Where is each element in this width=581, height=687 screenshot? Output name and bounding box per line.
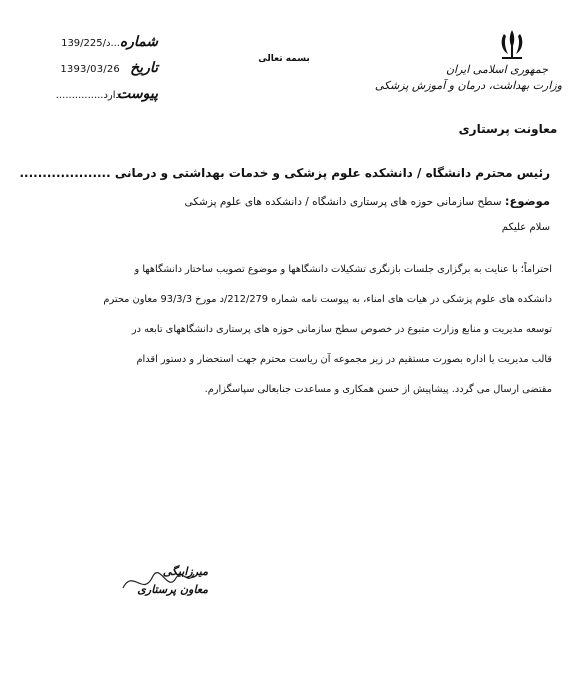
letter-addressee: رئیس محترم دانشگاه / دانشکده علوم پزشکی و خدمات بهداشتی و درمانی .................... bbox=[19, 166, 550, 180]
signatory-title: معاون پرستاری bbox=[137, 583, 208, 596]
signatory-name: میرزابیگی bbox=[162, 565, 208, 578]
ministry-line-2: وزارت بهداشت، درمان و آموزش پزشکی bbox=[374, 79, 562, 92]
iran-emblem-logo bbox=[492, 28, 532, 62]
number-label: شماره bbox=[119, 34, 158, 50]
date-label: تاریخ bbox=[130, 60, 158, 76]
signature-block bbox=[98, 565, 208, 601]
subject-label: موضوع: bbox=[504, 194, 550, 208]
date-value: 1393/03/26 bbox=[60, 64, 120, 75]
letter-number-row bbox=[28, 34, 158, 60]
ministry-name bbox=[374, 62, 562, 94]
letter-meta bbox=[28, 34, 158, 112]
letter-date-row bbox=[28, 60, 158, 86]
body-line: مقتضی ارسال می گردد. پیشاپیش از حسن همکاری و مساعدت جنابعالی سپاسگزارم. bbox=[204, 384, 552, 395]
attachment-label: پیوست bbox=[117, 86, 158, 102]
letter-subject bbox=[140, 194, 550, 208]
attachment-value: دارد............... bbox=[55, 90, 120, 101]
body-line: قالب مدیریت یا اداره بصورت مستقیم در زیر مجموعه آن ریاست محترم جهت استحضار و دستور اقدام bbox=[136, 354, 552, 365]
letter-greeting: سلام علیکم bbox=[501, 222, 550, 233]
ministry-line-1: جمهوری اسلامی ایران bbox=[445, 63, 549, 76]
letter-attachment-row bbox=[28, 86, 158, 112]
body-line: دانشکده های علوم پزشکی در هیات های امناء، به پیوست نامه شماره 212/279/د مورخ 93/3/3 معاون محترم bbox=[103, 294, 552, 305]
letter-body bbox=[38, 262, 552, 412]
bismillah-heading: بسمه تعالی bbox=[258, 54, 310, 64]
number-value: 139/225/د... bbox=[61, 38, 120, 49]
subject-text: سطح سازمانی حوزه های پرستاری دانشگاه / دانشکده های علوم پزشکی bbox=[184, 196, 502, 208]
body-line: احتراماً؛ با عنایت به برگزاری جلسات بازنگری تشکیلات دانشگاهها و موضوع تصویب ساختار دانشگاهها و bbox=[134, 264, 552, 275]
body-line: توسعه مدیریت و منابع وزارت متبوع در خصوص سطح سازمانی حوزه های پرستاری دانشگاههای تابعه در bbox=[131, 324, 552, 335]
department-name: معاونت پرستاری bbox=[458, 122, 558, 136]
